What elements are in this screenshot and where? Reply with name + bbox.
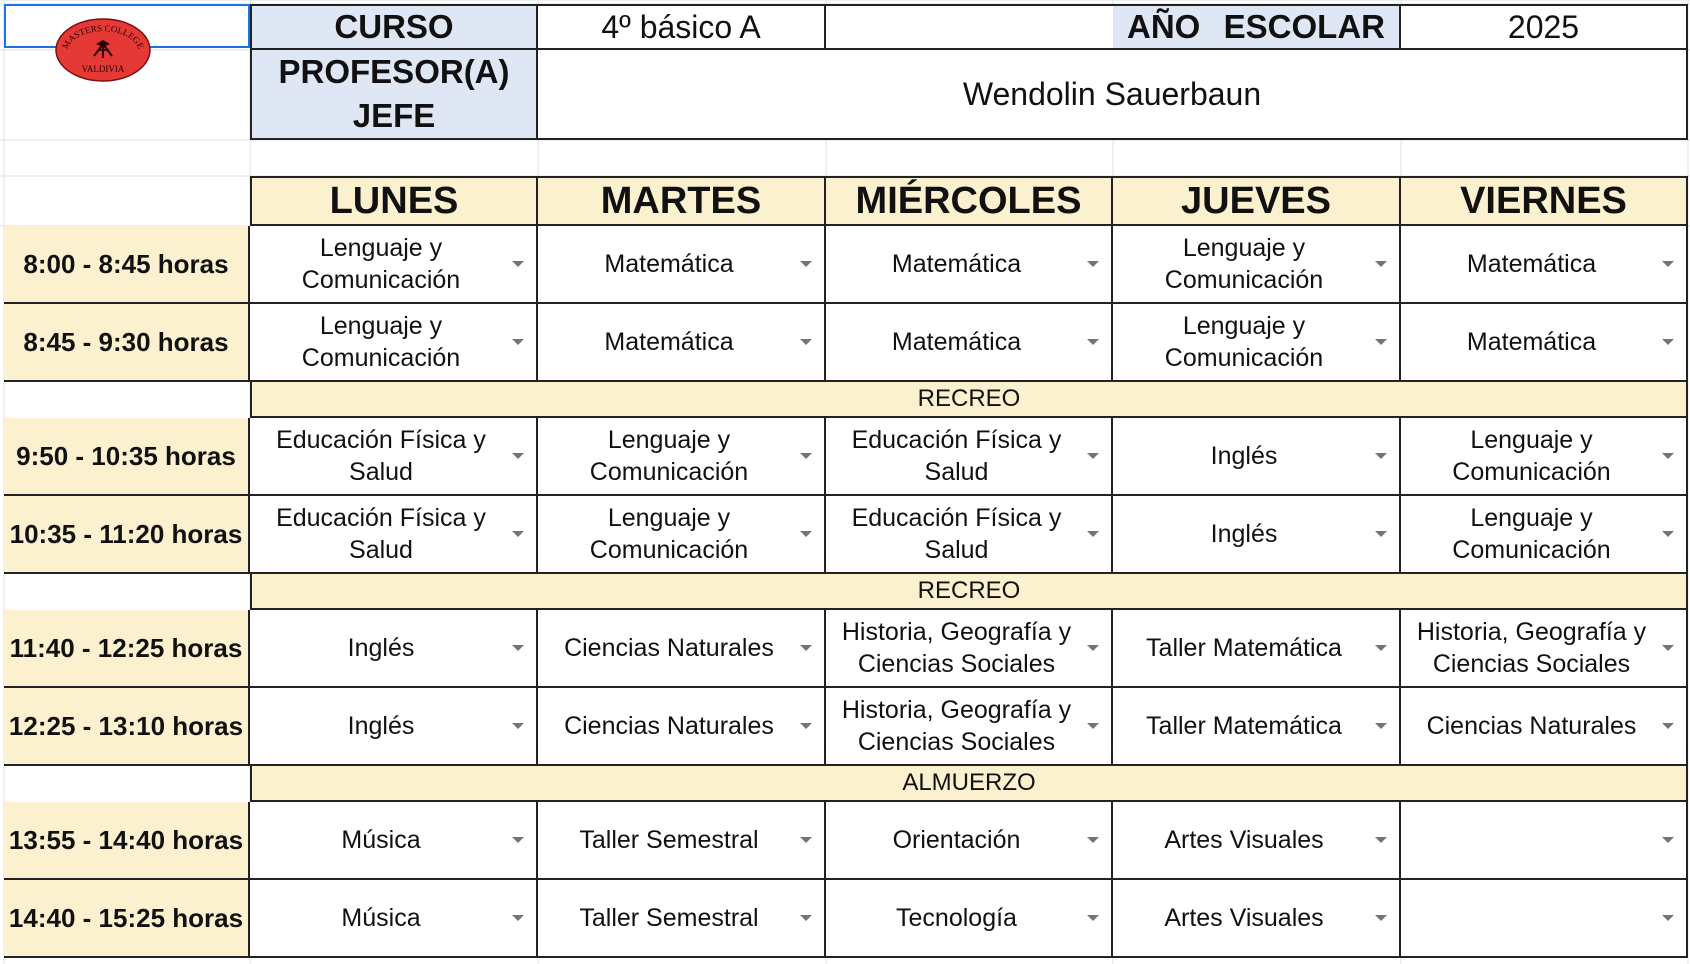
anio-value[interactable]: 2025 <box>1401 4 1688 50</box>
dropdown-arrow-icon[interactable] <box>1662 723 1674 729</box>
subject-text: Matemática <box>1466 328 1597 356</box>
subject-dropdown[interactable] <box>250 304 538 382</box>
subject-text: Salud <box>924 536 989 564</box>
subject-text: Orientación <box>892 826 1021 854</box>
subject-text: Lenguaje y <box>1470 504 1593 532</box>
dropdown-arrow-icon[interactable] <box>1662 915 1674 921</box>
subject-text: Ciencias Sociales <box>1432 650 1631 678</box>
subject-dropdown[interactable] <box>826 418 1113 496</box>
time-slot: 12:25 - 13:10 horas <box>4 688 250 766</box>
subject-text: Historia, Geografía y <box>841 618 1072 646</box>
anio-label-2: ESCOLAR <box>1223 8 1385 45</box>
dropdown-arrow-icon[interactable] <box>800 339 812 345</box>
subject-dropdown[interactable] <box>250 226 538 304</box>
subject-dropdown[interactable] <box>1401 418 1688 496</box>
subject-dropdown[interactable] <box>1113 496 1401 574</box>
curso-value-continuation[interactable] <box>826 4 1113 50</box>
subject-dropdown[interactable] <box>826 610 1113 688</box>
break-row: RECREO <box>250 382 1688 418</box>
dropdown-arrow-icon[interactable] <box>1375 339 1387 345</box>
dropdown-arrow-icon[interactable] <box>512 645 524 651</box>
subject-text: Matemática <box>891 328 1022 356</box>
dropdown-arrow-icon[interactable] <box>512 261 524 267</box>
dropdown-arrow-icon[interactable] <box>1087 339 1099 345</box>
day-header-1: LUNES <box>250 176 538 226</box>
subject-dropdown[interactable] <box>538 802 826 880</box>
subject-dropdown[interactable] <box>250 610 538 688</box>
subject-dropdown[interactable] <box>538 610 826 688</box>
dropdown-arrow-icon[interactable] <box>1375 261 1387 267</box>
profesor-label <box>250 50 538 140</box>
dropdown-arrow-icon[interactable] <box>512 531 524 537</box>
time-slot: 14:40 - 15:25 horas <box>4 880 250 958</box>
subject-text: Salud <box>349 458 413 486</box>
subject-dropdown[interactable] <box>826 304 1113 382</box>
subject-dropdown[interactable] <box>826 880 1113 958</box>
subject-dropdown[interactable] <box>538 226 826 304</box>
subject-text: Inglés <box>347 712 415 740</box>
dropdown-arrow-icon[interactable] <box>1662 837 1674 843</box>
dropdown-arrow-icon[interactable] <box>512 339 524 345</box>
subject-text: Taller Semestral <box>579 826 759 854</box>
school-logo <box>54 18 152 82</box>
subject-text: Comunicación <box>1452 458 1611 486</box>
logo-top-text: MASTERS COLLEGE <box>60 23 147 51</box>
dropdown-arrow-icon[interactable] <box>512 915 524 921</box>
dropdown-arrow-icon[interactable] <box>1375 645 1387 651</box>
break-row: ALMUERZO <box>250 766 1688 802</box>
subject-text: Comunicación <box>589 458 749 486</box>
subject-text: Matemática <box>1466 250 1597 278</box>
subject-dropdown[interactable] <box>1113 880 1401 958</box>
dropdown-arrow-icon[interactable] <box>800 453 812 459</box>
subject-dropdown[interactable] <box>538 304 826 382</box>
subject-text: Lenguaje y <box>319 312 443 340</box>
subject-dropdown[interactable] <box>826 496 1113 574</box>
subject-text: Educación Física y <box>276 426 486 454</box>
curso-label: CURSO <box>250 4 538 50</box>
day-header-3: MIÉRCOLES <box>826 176 1113 226</box>
subject-text: Educación Física y <box>851 504 1062 532</box>
subject-text: Matemática <box>604 328 734 356</box>
subject-dropdown[interactable] <box>1401 880 1688 958</box>
subject-text: Historia, Geografía y <box>1416 618 1647 646</box>
subject-text: Inglés <box>1210 520 1278 548</box>
subject-text: Comunicación <box>589 536 749 564</box>
time-slot: 8:00 - 8:45 horas <box>4 226 250 304</box>
subject-text: Taller Matemática <box>1146 634 1342 662</box>
subject-dropdown[interactable] <box>1401 304 1688 382</box>
subject-dropdown[interactable] <box>538 418 826 496</box>
subject-text: Lenguaje y <box>319 234 443 262</box>
subject-text: Matemática <box>604 250 734 278</box>
dropdown-arrow-icon[interactable] <box>800 837 812 843</box>
subject-dropdown[interactable] <box>250 802 538 880</box>
subject-dropdown[interactable] <box>538 880 826 958</box>
time-slot: 8:45 - 9:30 horas <box>4 304 250 382</box>
subject-text: Ciencias Sociales <box>857 728 1056 756</box>
subject-dropdown[interactable] <box>538 688 826 766</box>
dropdown-arrow-icon[interactable] <box>512 453 524 459</box>
subject-text: Música <box>341 904 421 932</box>
subject-dropdown[interactable] <box>1401 688 1688 766</box>
dropdown-arrow-icon[interactable] <box>800 261 812 267</box>
dropdown-arrow-icon[interactable] <box>800 645 812 651</box>
subject-text: Comunicación <box>1452 536 1611 564</box>
subject-dropdown[interactable] <box>826 226 1113 304</box>
dropdown-arrow-icon[interactable] <box>1087 531 1099 537</box>
dropdown-arrow-icon[interactable] <box>1087 261 1099 267</box>
dropdown-arrow-icon[interactable] <box>1087 837 1099 843</box>
day-header-4: JUEVES <box>1113 176 1401 226</box>
subject-text: Lenguaje y <box>1182 312 1306 340</box>
subject-text: Historia, Geografía y <box>841 696 1072 724</box>
dropdown-arrow-icon[interactable] <box>1662 453 1674 459</box>
subject-dropdown[interactable] <box>826 802 1113 880</box>
profesor-value[interactable]: Wendolin Sauerbaun <box>538 50 1688 140</box>
anio-label-1: AÑO <box>1127 8 1201 45</box>
subject-text: Artes Visuales <box>1164 826 1324 854</box>
subject-text: Lenguaje y <box>1182 234 1306 262</box>
subject-text: Inglés <box>347 634 415 662</box>
subject-text: Lenguaje y <box>1470 426 1593 454</box>
subject-dropdown[interactable] <box>1401 610 1688 688</box>
profesor-label-1: PROFESOR(A) <box>278 53 510 90</box>
time-slot: 11:40 - 12:25 horas <box>4 610 250 688</box>
subject-dropdown[interactable] <box>1401 802 1688 880</box>
subject-dropdown[interactable] <box>1113 226 1401 304</box>
dropdown-arrow-icon[interactable] <box>1662 339 1674 345</box>
dropdown-arrow-icon[interactable] <box>1375 915 1387 921</box>
subject-text: Taller Semestral <box>579 904 759 932</box>
time-slot: 10:35 - 11:20 horas <box>4 496 250 574</box>
subject-text: Inglés <box>1210 442 1278 470</box>
subject-text: Lenguaje y <box>607 426 731 454</box>
dropdown-arrow-icon[interactable] <box>1375 531 1387 537</box>
logo-bottom-text: VALDIVIA <box>81 64 125 74</box>
day-header-2: MARTES <box>538 176 826 226</box>
dropdown-arrow-icon[interactable] <box>1087 915 1099 921</box>
dropdown-arrow-icon[interactable] <box>1087 453 1099 459</box>
dropdown-arrow-icon[interactable] <box>1375 723 1387 729</box>
subject-dropdown[interactable] <box>1113 802 1401 880</box>
subject-text: Comunicación <box>1164 344 1324 372</box>
subject-text: Salud <box>349 536 413 564</box>
subject-text: Lenguaje y <box>607 504 731 532</box>
dropdown-arrow-icon[interactable] <box>1375 453 1387 459</box>
dropdown-arrow-icon[interactable] <box>1087 723 1099 729</box>
subject-text: Artes Visuales <box>1164 904 1324 932</box>
subject-dropdown[interactable] <box>250 880 538 958</box>
subject-dropdown[interactable] <box>1113 418 1401 496</box>
subject-text: Ciencias Naturales <box>564 634 774 662</box>
dropdown-arrow-icon[interactable] <box>1662 531 1674 537</box>
subject-text: Comunicación <box>301 266 461 294</box>
profesor-label-2: JEFE <box>352 97 436 134</box>
dropdown-arrow-icon[interactable] <box>512 837 524 843</box>
subject-text: Comunicación <box>301 344 461 372</box>
subject-dropdown[interactable] <box>1401 226 1688 304</box>
subject-dropdown[interactable] <box>1113 688 1401 766</box>
day-header-5: VIERNES <box>1401 176 1688 226</box>
time-slot: 13:55 - 14:40 horas <box>4 802 250 880</box>
dropdown-arrow-icon[interactable] <box>800 723 812 729</box>
subject-text: Ciencias Naturales <box>564 712 774 740</box>
subject-text: Comunicación <box>1164 266 1324 294</box>
break-row: RECREO <box>250 574 1688 610</box>
subject-text: Salud <box>924 458 989 486</box>
subject-text: Ciencias Naturales <box>1426 712 1637 740</box>
subject-text: Ciencias Sociales <box>857 650 1056 678</box>
dropdown-arrow-icon[interactable] <box>800 915 812 921</box>
subject-text: Taller Matemática <box>1146 712 1342 740</box>
subject-text: Matemática <box>891 250 1022 278</box>
dropdown-arrow-icon[interactable] <box>1662 645 1674 651</box>
dropdown-arrow-icon[interactable] <box>1375 837 1387 843</box>
subject-dropdown[interactable] <box>1113 304 1401 382</box>
subject-text: Tecnología <box>896 904 1017 932</box>
subject-dropdown[interactable] <box>1113 610 1401 688</box>
subject-dropdown[interactable] <box>1401 496 1688 574</box>
dropdown-arrow-icon[interactable] <box>800 531 812 537</box>
anio-escolar-label <box>1113 4 1401 50</box>
subject-text: Música <box>341 826 421 854</box>
subject-dropdown[interactable] <box>250 688 538 766</box>
curso-value[interactable]: 4º básico A <box>538 4 826 50</box>
subject-dropdown[interactable] <box>250 496 538 574</box>
dropdown-arrow-icon[interactable] <box>512 723 524 729</box>
time-slot: 9:50 - 10:35 horas <box>4 418 250 496</box>
subject-dropdown[interactable] <box>826 688 1113 766</box>
subject-dropdown[interactable] <box>538 496 826 574</box>
subject-dropdown[interactable] <box>250 418 538 496</box>
dropdown-arrow-icon[interactable] <box>1662 261 1674 267</box>
subject-text: Educación Física y <box>851 426 1062 454</box>
subject-text: Educación Física y <box>276 504 486 532</box>
dropdown-arrow-icon[interactable] <box>1087 645 1099 651</box>
